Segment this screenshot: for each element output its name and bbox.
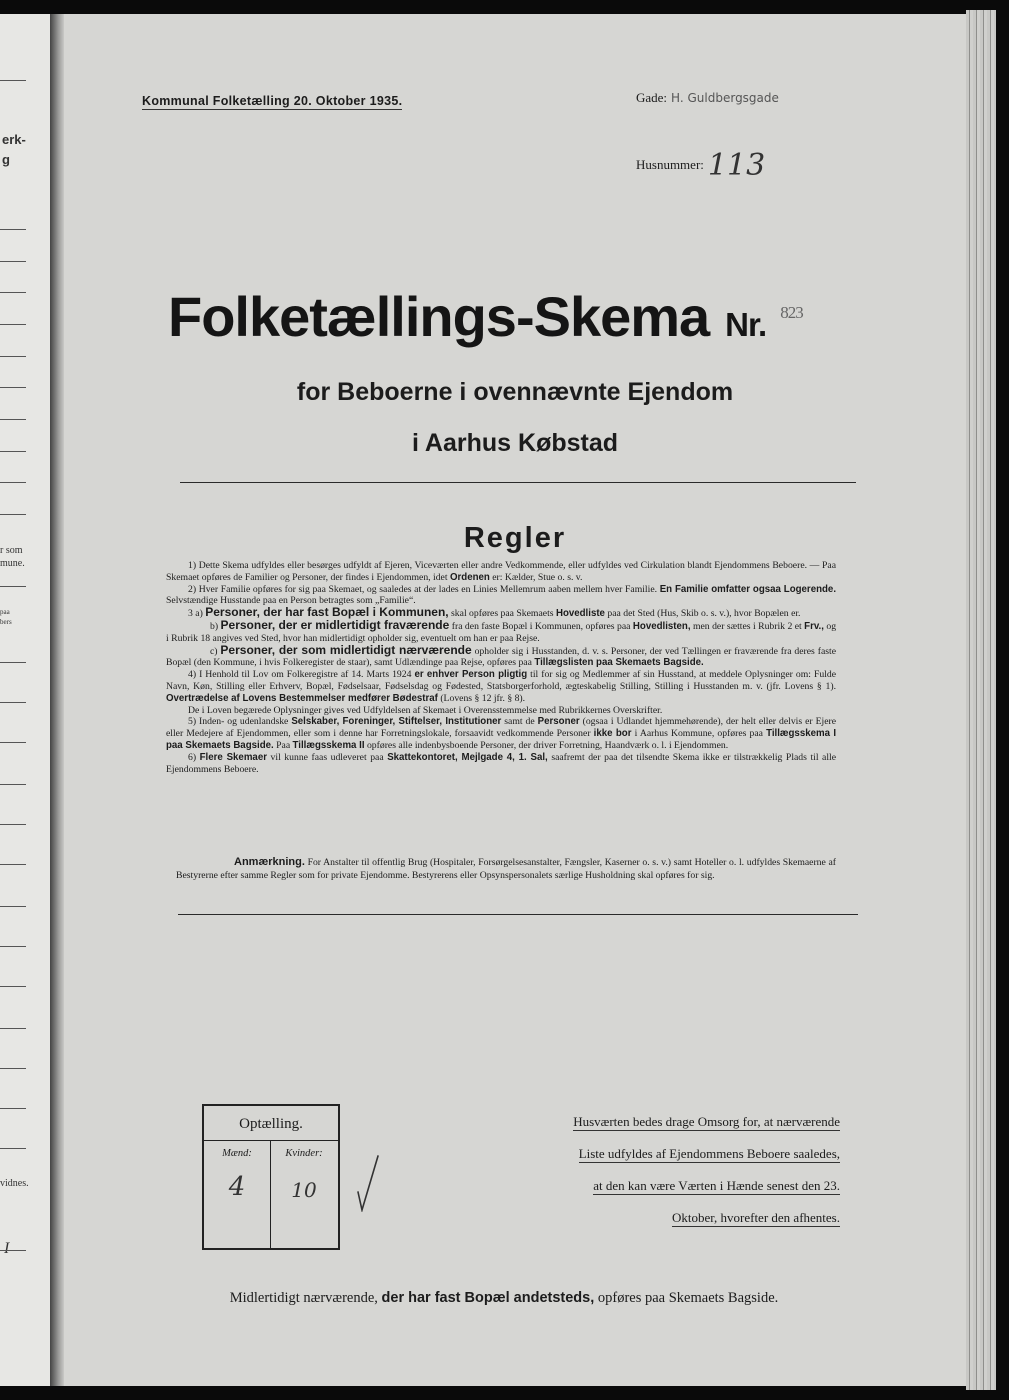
notice-line-4: Oktober, hvorefter den afhentes. — [671, 1210, 840, 1225]
rule-4-note: De i Loven begærede Oplysninger gives ved Udfyldelsen af Skemaet i Overensstemmelse med Rubrikkernes Overskrifter. — [188, 704, 663, 716]
remark-text: For Anstalter til offentlig Brug (Hospitaler, Forsørgelsesanstalter, Fængsler, Kaserner o. s. v.) samt Hoteller o. l. udfyldes Skemaerne af Bestyrerne efter samme Regler som for private Ejendomme. Bestyrerens eller Opsynspersonalets særlige Husholdning skal opføres for sig. — [176, 857, 837, 881]
house-number-value: 113 — [707, 148, 766, 183]
divider-top — [180, 482, 856, 483]
count-box — [202, 1104, 340, 1250]
form-number-label: Nr. — [725, 306, 767, 343]
notice-line-2: Liste udfyldes af Ejendommens Beboere saaledes, — [578, 1146, 840, 1161]
checkmark-icon — [356, 1154, 380, 1212]
remark-label: Anmærkning. — [234, 856, 305, 868]
left-fragment-text: paa — [0, 608, 10, 616]
landlord-notice — [510, 1106, 840, 1234]
women-count: 10 — [291, 1178, 317, 1202]
form-number-stamp: 823 — [780, 303, 803, 322]
census-form-page — [64, 14, 966, 1386]
rules-text — [166, 560, 836, 775]
form-title — [168, 284, 803, 349]
divider-bottom — [178, 914, 858, 915]
street-field — [636, 90, 779, 106]
footer-note — [64, 1290, 944, 1307]
footer-post: opføres paa Skemaets Bagside. — [597, 1290, 779, 1306]
census-header: Kommunal Folketælling 20. Oktober 1935. — [142, 94, 403, 108]
count-box-title: Optælling. — [204, 1106, 338, 1141]
street-label: Gade: — [636, 90, 668, 105]
rule-3c: c) Personer, der som midlertidigt nærværende opholder sig i Husstanden, d. v. s. Personer, der ved Tællingen er fraværende fra deres faste Bopæl (den Kommune, i hvis Folkeregister de staar), samt Udlændinge paa Rejse, opføres paa Tillægslisten paa Skemaets Bagside. — [166, 642, 837, 669]
left-page-fragment — [0, 14, 50, 1386]
rule-5: 5) Inden- og udenlandske Selskaber, Foreninger, Stiftelser, Institutioner samt de Personer (ogsaa i Udlandet hjemmehørende), der helt eller delvis er Ejere eller Medejere af Ejendommen, eller som i denne har Forretningslokale, forsaavidt vedkommende Personer ikke bor i Aarhus Kommune, opføres paa Tillægsskema I paa Skemaets Bagside. Paa Tillægsskema II opføres alle indenbysboende Personer, der driver Forretning, Haandværk o. l. i Ejendommen. — [166, 716, 837, 751]
street-value: H. Guldbergsgade — [671, 91, 779, 105]
left-fragment-text: erk- — [2, 132, 26, 147]
rules-heading: Regler — [463, 522, 567, 554]
men-label: Mænd: — [222, 1148, 252, 1159]
left-fragment-text: g — [2, 152, 10, 167]
rule-6: 6) Flere Skemaer vil kunne faas udleveret paa Skattekontoret, Mejlgade 4, 1. Sal, saafremt der paa det tilsendte Skema ikke er tilstrækkelig Plads til alle Ejendommens Beboere. — [166, 751, 837, 775]
women-label: Kvinder: — [285, 1148, 323, 1159]
notice-line-1: Husværten bedes drage Omsorg for, at nærværende — [573, 1114, 840, 1129]
left-fragment-text: r som — [0, 545, 23, 556]
left-fragment-text: I — [4, 1240, 10, 1257]
book-gutter — [50, 14, 64, 1386]
rule-2: 2) Hver Familie opføres for sig paa Skemaet, og saaledes at der lades en Linies Mellemrum aaben mellem hver Familie. En Familie omfatter ogsaa Logerende. Selvstændige Husstande paa en Person betragtes som „Familie“. — [166, 583, 837, 607]
footer-bold: der har fast Bopæl andetsteds, — [381, 1290, 595, 1306]
remark-paragraph — [176, 856, 836, 882]
notice-line-3: at den kan være Værten i Hænde senest den 23. — [593, 1178, 840, 1193]
left-fragment-text: bers — [0, 618, 12, 626]
rule-3b: b) Personer, der er midlertidigt fraværende fra den faste Bopæl i Kommunen, opføres paa Hovedlisten, men der sættes i Rubrik 2 et Frv., og i Rubrik 18 angives ved Sted, hvor han midlertidigt opholder sig, eventuelt om han er paa Rejse. — [166, 617, 837, 644]
left-fragment-text: vidnes. — [0, 1178, 29, 1189]
house-number-field — [636, 142, 766, 183]
rule-4: 4) I Henhold til Lov om Folkeregistre af 14. Marts 1924 er enhver Person pligtig til for sig og Medlemmer af sin Husstand, at meddele Oplysninger om: Fulde Navn, Køn, Stilling eller Erhverv, Bopæl, Fødselsaar, Fødselsdag og Fødested, Statsborgerforhold, ægteskabelig Stilling, Stilling i Husstanden m. v. (jfr. Lovens § 1). Overtrædelse af Lovens Bestemmelser medfører Bødestraf (Lovens § 12 jfr. § 8). — [166, 669, 837, 704]
form-subtitle-2: i Aarhus Købstad — [411, 429, 619, 457]
footer-pre: Midlertidigt nærværende, — [229, 1290, 378, 1306]
form-subtitle-1: for Beboerne i ovennævnte Ejendom — [296, 378, 734, 406]
rule-3a: 3 a) Personer, der har fast Bopæl i Kommunen, skal opføres paa Skemaets Hovedliste paa det Sted (Hus, Skib o. s. v.), hvor Bopælen er. — [188, 605, 801, 620]
men-count: 4 — [228, 1172, 246, 1202]
left-fragment-text: mune. — [0, 558, 25, 569]
page-stack-edge — [966, 10, 996, 1390]
form-title-main: Folketællings-Skema — [168, 285, 710, 348]
house-number-label: Husnummer: — [636, 157, 704, 172]
rule-1: 1) Dette Skema udfyldes eller besørges udfyldt af Ejeren, Viceværten eller andre Vedkommende, eller udfyldes ved Cirkulation blandt Ejendommens Beboere. — Paa Skemaet opføres de Familier og Personer, der findes i Ejendommen, idet Ordenen er: Kælder, Stue o. s. v. — [166, 560, 836, 583]
